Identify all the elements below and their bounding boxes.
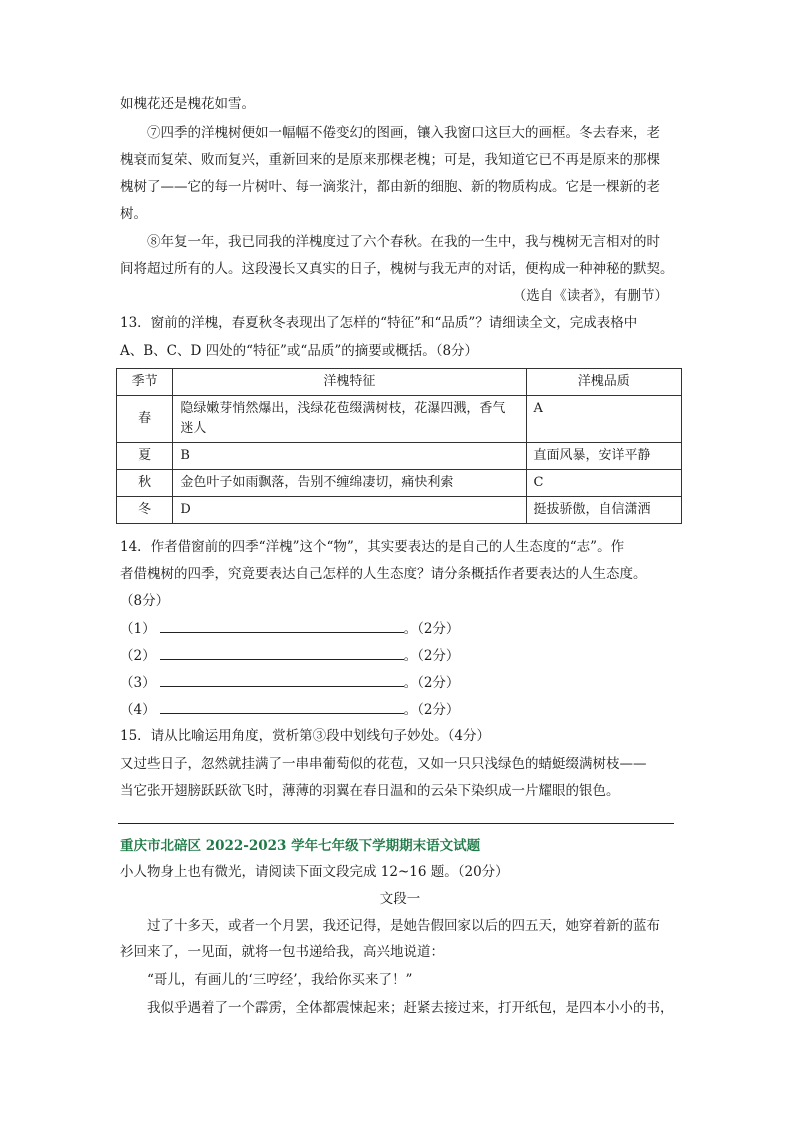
feature-cell [173, 396, 526, 443]
quoted-sentence-cont: 当它张开翅膀跃跃欲飞时，薄薄的羽翼在春日温和的云朵下染织成一片耀眼的银色。 [120, 783, 620, 799]
story-quote: “哥儿，有画儿的‘三哼经’，我给你买来了！” [147, 972, 413, 988]
item-score: 。（2分） [403, 621, 460, 637]
passage-line: 树。 [120, 206, 147, 222]
answer-blank[interactable] [160, 645, 404, 660]
table-row [117, 470, 682, 497]
answer-blank[interactable] [160, 672, 404, 687]
answer-line-4 [120, 699, 680, 720]
answer-line-1 [120, 618, 680, 639]
answer-line-3 [120, 672, 680, 693]
question-13-line2: A、B、C、D 四处的“特征”或“品质”的摘要或概括。（8分） [120, 343, 479, 359]
answer-blank[interactable] [160, 699, 404, 714]
section-intro: 小人物身上也有微光，请阅读下面文段完成 12~16 题。（20分） [120, 864, 509, 880]
story-paragraph: 过了十多天，或者一个月罢，我还记得，是她告假回家以后的四五天，她穿着新的蓝布 [147, 918, 660, 934]
feature-cell: D [173, 497, 526, 524]
paragraph-8: ⑧年复一年，我已同我的洋槐度过了六个春秋。在我的一生中，我与槐树无言相对的时 [147, 234, 660, 250]
passage-line: 槐衰而复荣、败而复兴，重新回来的是原来那棵老槐；可是，我知道它已不再是原来的那棵 [120, 152, 660, 168]
source-citation: （选自《读者》，有删节） [512, 288, 668, 304]
item-score: 。（2分） [403, 702, 460, 718]
item-score: 。（2分） [403, 648, 460, 664]
quality-cell: A [526, 396, 682, 443]
story-line: 衫回来了，一见面，就将一包书递给我，高兴地说道： [120, 944, 444, 960]
question-13: 13．窗前的洋槐，春夏秋冬表现出了怎样的“特征”和“品质”？请细读全文，完成表格中 [120, 315, 638, 331]
season-cell: 秋 [117, 470, 173, 497]
quoted-sentence: 又过些日子，忽然就挂满了一串串葡萄似的花苞，又如一只只浅绿色的蜻蜓缀满树枝—— [120, 756, 647, 772]
season-cell: 夏 [117, 443, 173, 470]
header-cell: 季节 [117, 369, 173, 396]
quality-cell: 直面风暴，安详平静 [526, 443, 682, 470]
passage-line: 间将超过所有的人。这段漫长又真实的日子，槐树与我无声的对话，便构成一种神秘的默契。 [120, 261, 674, 277]
header-cell: 洋槐品质 [526, 369, 682, 396]
item-number: （4） [120, 702, 156, 718]
season-cell: 冬 [117, 497, 173, 524]
feature-text-cont: 迷人 [180, 421, 207, 436]
item-number: （3） [120, 675, 156, 691]
feature-cell: 金色叶子如雨飘落，告别不缠绵凄切，痛快利索 [173, 470, 526, 497]
feature-text: 隐绿嫩芽悄然爆出，浅绿花苞缀满树枝，花瀑四溅，香气 [180, 401, 506, 416]
table-header-row [117, 369, 682, 396]
question-15: 15．请从比喻运用角度，赏析第③段中划线句子妙处。（4分） [120, 728, 491, 744]
table-row [117, 443, 682, 470]
answer-line-2 [120, 645, 680, 666]
quality-cell: 挺拔骄傲，自信潇洒 [526, 497, 682, 524]
story-paragraph: 我似乎遇着了一个霹雳，全体都震悚起来；赶紧去接过来，打开纸包，是四本小小的书， [147, 1000, 674, 1016]
section-subtitle: 文段一 [379, 891, 421, 907]
question-14: 14．作者借窗前的四季“洋槐”这个“物”，其实要表达的是自己的人生态度的“志”。作 [120, 539, 625, 555]
quality-cell: C [526, 470, 682, 497]
passage-line: 槐树了——它的每一片树叶、每一滴浆汁，都由新的细胞、新的物质构成。它是一棵新的老 [120, 179, 660, 195]
table-row [117, 396, 682, 443]
answer-table [116, 368, 682, 524]
item-number: （1） [120, 621, 156, 637]
paragraph-7: ⑦四季的洋槐树便如一幅幅不倦变幻的图画，镶入我窗口这巨大的画框。冬去春来，老 [147, 125, 660, 141]
item-number: （2） [120, 648, 156, 664]
header-cell: 洋槐特征 [173, 369, 526, 396]
season-cell: 春 [117, 396, 173, 443]
passage-line: 如槐花还是槐花如雪。 [120, 96, 255, 112]
table-row [117, 497, 682, 524]
question-14-line3: （8分） [120, 593, 170, 609]
feature-cell: B [173, 443, 526, 470]
item-score: 。（2分） [403, 675, 460, 691]
section-divider [118, 823, 674, 824]
answer-blank[interactable] [160, 618, 404, 633]
exam-heading: 重庆市北碚区 2022-2023 学年七年级下学期期末语文试题 [120, 838, 481, 854]
question-14-line2: 者借槐树的四季，究竟要表达自己怎样的人生态度？请分条概括作者要表达的人生态度。 [120, 566, 647, 582]
